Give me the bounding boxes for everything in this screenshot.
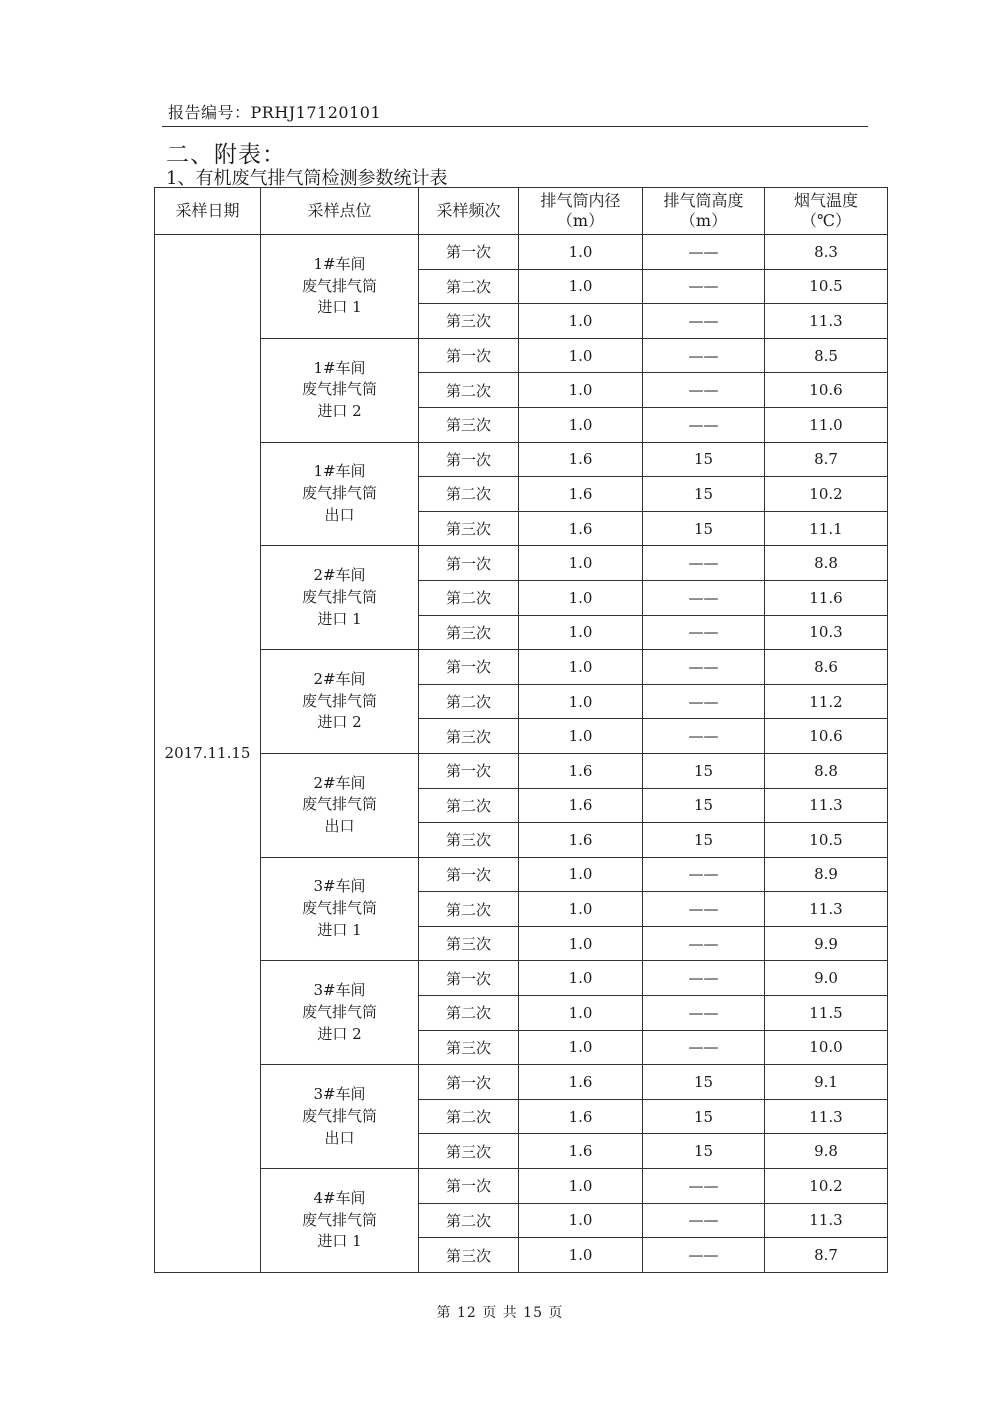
diameter-cell: 1.0 bbox=[519, 996, 643, 1031]
frequency-cell: 第二次 bbox=[419, 580, 519, 615]
temperature-cell: 11.0 bbox=[765, 407, 888, 442]
sample-point-line: 废气排气筒 bbox=[301, 1210, 377, 1229]
frequency-cell: 第一次 bbox=[419, 235, 519, 270]
temperature-cell: 11.2 bbox=[765, 684, 888, 719]
sample-point-line: 3#车间 bbox=[313, 1085, 366, 1104]
col-header-stack-height: 排气筒高度 （m） bbox=[643, 188, 765, 235]
sample-point-line: 进口 1 bbox=[317, 298, 362, 317]
sample-point-cell bbox=[261, 546, 419, 650]
sample-point-line: 3#车间 bbox=[313, 981, 366, 1000]
frequency-cell: 第一次 bbox=[419, 338, 519, 373]
table-row bbox=[155, 1065, 888, 1100]
diameter-cell: 1.0 bbox=[519, 304, 643, 339]
diameter-cell: 1.0 bbox=[519, 615, 643, 650]
page-footer: 第 12 页 共 15 页 bbox=[436, 1305, 564, 1321]
height-cell: —— bbox=[643, 407, 765, 442]
frequency-cell: 第二次 bbox=[419, 373, 519, 408]
sample-point-line: 进口 2 bbox=[317, 1024, 362, 1043]
temperature-cell: 9.9 bbox=[765, 926, 888, 961]
table-title: 1、有机废气排气筒检测参数统计表 bbox=[166, 168, 448, 189]
frequency-cell: 第三次 bbox=[419, 719, 519, 754]
height-cell: 15 bbox=[643, 753, 765, 788]
diameter-cell: 1.6 bbox=[519, 511, 643, 546]
height-cell: —— bbox=[643, 684, 765, 719]
diameter-cell: 1.0 bbox=[519, 1203, 643, 1238]
temperature-cell: 8.8 bbox=[765, 753, 888, 788]
sample-point-line: 出口 bbox=[324, 505, 355, 524]
temperature-cell: 10.6 bbox=[765, 719, 888, 754]
temperature-cell: 9.8 bbox=[765, 1134, 888, 1169]
temperature-cell: 11.6 bbox=[765, 580, 888, 615]
table-header-row bbox=[155, 188, 888, 235]
height-cell: —— bbox=[643, 269, 765, 304]
diameter-cell: 1.0 bbox=[519, 373, 643, 408]
diameter-cell: 1.0 bbox=[519, 269, 643, 304]
sample-point-line: 废气排气筒 bbox=[301, 1106, 377, 1125]
height-cell: —— bbox=[643, 996, 765, 1031]
frequency-cell: 第三次 bbox=[419, 926, 519, 961]
sample-point-line: 1#车间 bbox=[313, 254, 366, 273]
temperature-cell: 8.6 bbox=[765, 650, 888, 685]
temperature-cell: 9.1 bbox=[765, 1065, 888, 1100]
diameter-cell: 1.6 bbox=[519, 1099, 643, 1134]
frequency-cell: 第三次 bbox=[419, 1238, 519, 1273]
sample-point-line: 2#车间 bbox=[313, 566, 366, 585]
sample-point-cell bbox=[261, 650, 419, 754]
height-cell: 15 bbox=[643, 788, 765, 823]
temperature-cell: 9.0 bbox=[765, 961, 888, 996]
diameter-cell: 1.0 bbox=[519, 1030, 643, 1065]
table-row bbox=[155, 753, 888, 788]
diameter-cell: 1.0 bbox=[519, 235, 643, 270]
sample-point-line: 出口 bbox=[324, 817, 355, 836]
frequency-cell: 第三次 bbox=[419, 823, 519, 858]
temperature-cell: 11.1 bbox=[765, 511, 888, 546]
diameter-cell: 1.0 bbox=[519, 719, 643, 754]
col-header-frequency: 采样频次 bbox=[419, 188, 519, 235]
table-row bbox=[155, 650, 888, 685]
temperature-cell: 8.7 bbox=[765, 442, 888, 477]
diameter-cell: 1.0 bbox=[519, 684, 643, 719]
frequency-cell: 第二次 bbox=[419, 684, 519, 719]
frequency-cell: 第一次 bbox=[419, 650, 519, 685]
diameter-cell: 1.0 bbox=[519, 926, 643, 961]
height-cell: 15 bbox=[643, 477, 765, 512]
temperature-cell: 10.2 bbox=[765, 477, 888, 512]
section-title: 二、附表： bbox=[166, 142, 286, 168]
sample-point-cell bbox=[261, 442, 419, 546]
temperature-cell: 8.8 bbox=[765, 546, 888, 581]
diameter-cell: 1.0 bbox=[519, 546, 643, 581]
sample-point-line: 废气排气筒 bbox=[301, 1002, 377, 1021]
sample-point-cell bbox=[261, 961, 419, 1065]
sample-point-cell bbox=[261, 338, 419, 442]
height-cell: —— bbox=[643, 546, 765, 581]
height-cell: 15 bbox=[643, 823, 765, 858]
diameter-cell: 1.0 bbox=[519, 407, 643, 442]
frequency-cell: 第三次 bbox=[419, 1030, 519, 1065]
frequency-cell: 第一次 bbox=[419, 961, 519, 996]
sample-point-line: 进口 1 bbox=[317, 920, 362, 939]
temperature-cell: 11.3 bbox=[765, 788, 888, 823]
temperature-cell: 11.3 bbox=[765, 1203, 888, 1238]
frequency-cell: 第二次 bbox=[419, 477, 519, 512]
table-row bbox=[155, 1169, 888, 1204]
sample-point-line: 进口 1 bbox=[317, 609, 362, 628]
height-cell: —— bbox=[643, 615, 765, 650]
table-row bbox=[155, 857, 888, 892]
height-cell: —— bbox=[643, 1030, 765, 1065]
height-cell: —— bbox=[643, 1203, 765, 1238]
height-cell: 15 bbox=[643, 1065, 765, 1100]
height-cell: —— bbox=[643, 892, 765, 927]
temperature-cell: 11.3 bbox=[765, 892, 888, 927]
sample-point-line: 1#车间 bbox=[313, 462, 366, 481]
temperature-cell: 10.5 bbox=[765, 269, 888, 304]
sample-point-line: 废气排气筒 bbox=[301, 484, 377, 503]
diameter-cell: 1.0 bbox=[519, 961, 643, 996]
table-row bbox=[155, 338, 888, 373]
frequency-cell: 第一次 bbox=[419, 546, 519, 581]
header-divider bbox=[162, 126, 868, 127]
sample-point-line: 废气排气筒 bbox=[301, 276, 377, 295]
height-cell: —— bbox=[643, 857, 765, 892]
frequency-cell: 第三次 bbox=[419, 511, 519, 546]
sample-point-cell bbox=[261, 753, 419, 857]
sample-point-line: 2#车间 bbox=[313, 669, 366, 688]
diameter-cell: 1.0 bbox=[519, 338, 643, 373]
frequency-cell: 第二次 bbox=[419, 1203, 519, 1238]
sample-point-cell bbox=[261, 1065, 419, 1169]
sample-point-line: 1#车间 bbox=[313, 358, 366, 377]
temperature-cell: 11.5 bbox=[765, 996, 888, 1031]
sample-point-line: 废气排气筒 bbox=[301, 587, 377, 606]
report-number: 报告编号：PRHJ17120101 bbox=[168, 103, 382, 122]
height-cell: —— bbox=[643, 719, 765, 754]
col-header-sample-point: 采样点位 bbox=[261, 188, 419, 235]
height-cell: —— bbox=[643, 580, 765, 615]
temperature-cell: 8.5 bbox=[765, 338, 888, 373]
table-row bbox=[155, 442, 888, 477]
frequency-cell: 第一次 bbox=[419, 1169, 519, 1204]
sample-date-cell: 2017.11.15 bbox=[155, 235, 261, 1273]
sample-point-cell bbox=[261, 857, 419, 961]
temperature-cell: 11.3 bbox=[765, 1099, 888, 1134]
sample-point-line: 进口 1 bbox=[317, 1232, 362, 1251]
frequency-cell: 第二次 bbox=[419, 892, 519, 927]
temperature-cell: 10.0 bbox=[765, 1030, 888, 1065]
col-header-flue-temperature: 烟气温度 （℃） bbox=[765, 188, 888, 235]
sample-point-line: 进口 2 bbox=[317, 402, 362, 421]
height-cell: —— bbox=[643, 304, 765, 339]
height-cell: —— bbox=[643, 1238, 765, 1273]
height-cell: —— bbox=[643, 235, 765, 270]
sample-point-line: 废气排气筒 bbox=[301, 691, 377, 710]
diameter-cell: 1.0 bbox=[519, 857, 643, 892]
diameter-cell: 1.6 bbox=[519, 753, 643, 788]
frequency-cell: 第一次 bbox=[419, 442, 519, 477]
table-row bbox=[155, 546, 888, 581]
frequency-cell: 第一次 bbox=[419, 857, 519, 892]
sample-point-line: 废气排气筒 bbox=[301, 899, 377, 918]
sample-point-line: 进口 2 bbox=[317, 713, 362, 732]
frequency-cell: 第三次 bbox=[419, 304, 519, 339]
sample-point-cell bbox=[261, 1169, 419, 1273]
diameter-cell: 1.0 bbox=[519, 580, 643, 615]
diameter-cell: 1.0 bbox=[519, 1238, 643, 1273]
frequency-cell: 第一次 bbox=[419, 753, 519, 788]
table-body bbox=[155, 235, 888, 1273]
temperature-cell: 10.5 bbox=[765, 823, 888, 858]
height-cell: —— bbox=[643, 338, 765, 373]
sample-point-line: 3#车间 bbox=[313, 877, 366, 896]
temperature-cell: 8.3 bbox=[765, 235, 888, 270]
height-cell: 15 bbox=[643, 1134, 765, 1169]
diameter-cell: 1.0 bbox=[519, 650, 643, 685]
col-header-inner-diameter: 排气筒内径 （m） bbox=[519, 188, 643, 235]
table-row bbox=[155, 235, 888, 270]
temperature-cell: 10.2 bbox=[765, 1169, 888, 1204]
height-cell: 15 bbox=[643, 442, 765, 477]
frequency-cell: 第二次 bbox=[419, 788, 519, 823]
diameter-cell: 1.0 bbox=[519, 1169, 643, 1204]
frequency-cell: 第三次 bbox=[419, 1134, 519, 1169]
frequency-cell: 第二次 bbox=[419, 1099, 519, 1134]
sample-point-line: 2#车间 bbox=[313, 773, 366, 792]
sample-point-line: 废气排气筒 bbox=[301, 380, 377, 399]
diameter-cell: 1.0 bbox=[519, 892, 643, 927]
frequency-cell: 第三次 bbox=[419, 407, 519, 442]
height-cell: —— bbox=[643, 926, 765, 961]
frequency-cell: 第二次 bbox=[419, 269, 519, 304]
diameter-cell: 1.6 bbox=[519, 823, 643, 858]
sample-point-line: 废气排气筒 bbox=[301, 795, 377, 814]
col-header-sample-date: 采样日期 bbox=[155, 188, 261, 235]
height-cell: —— bbox=[643, 373, 765, 408]
temperature-cell: 11.3 bbox=[765, 304, 888, 339]
frequency-cell: 第三次 bbox=[419, 615, 519, 650]
sample-point-line: 4#车间 bbox=[313, 1188, 366, 1207]
exhaust-parameters-table bbox=[154, 187, 888, 1273]
table-row bbox=[155, 961, 888, 996]
diameter-cell: 1.6 bbox=[519, 788, 643, 823]
diameter-cell: 1.6 bbox=[519, 1065, 643, 1100]
height-cell: —— bbox=[643, 961, 765, 996]
height-cell: 15 bbox=[643, 1099, 765, 1134]
sample-point-line: 出口 bbox=[324, 1128, 355, 1147]
frequency-cell: 第一次 bbox=[419, 1065, 519, 1100]
frequency-cell: 第二次 bbox=[419, 996, 519, 1031]
temperature-cell: 10.3 bbox=[765, 615, 888, 650]
diameter-cell: 1.6 bbox=[519, 1134, 643, 1169]
height-cell: 15 bbox=[643, 511, 765, 546]
temperature-cell: 10.6 bbox=[765, 373, 888, 408]
sample-point-cell bbox=[261, 235, 419, 339]
diameter-cell: 1.6 bbox=[519, 477, 643, 512]
temperature-cell: 8.7 bbox=[765, 1238, 888, 1273]
height-cell: —— bbox=[643, 1169, 765, 1204]
temperature-cell: 8.9 bbox=[765, 857, 888, 892]
diameter-cell: 1.6 bbox=[519, 442, 643, 477]
height-cell: —— bbox=[643, 650, 765, 685]
